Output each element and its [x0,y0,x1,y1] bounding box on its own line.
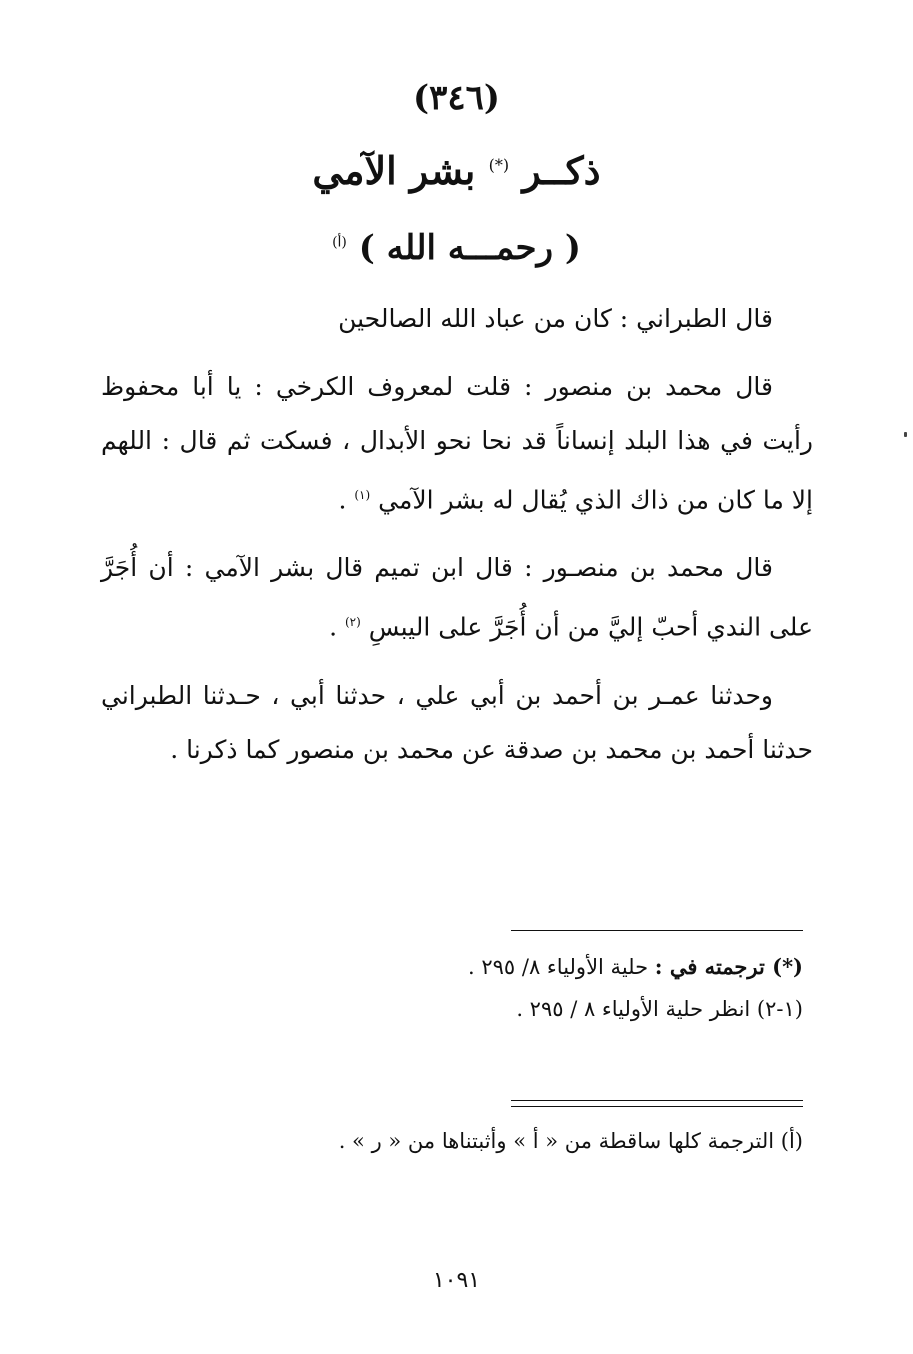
title-prefix: ذكــر [522,148,601,193]
paragraph-tail: . [329,612,345,642]
scan-speck [904,432,907,437]
paragraph-tail: . [338,485,355,515]
manuscript-notes-separator [511,1100,803,1107]
title-name: بشر الآمي [312,148,476,193]
footnote-label: (*) ترجمته في : [654,954,803,979]
footnotes [103,946,803,1030]
footnote-text: (١-٢) انظر حلية الأولياء ٨ / ٢٩٥ . [516,997,803,1021]
footnote [103,946,803,988]
footnote-ref: (١) [354,488,371,502]
page-number: ١٠٩١ [432,1268,481,1293]
paragraph-text: قال الطبراني : كان من عباد الله الصالحين [338,304,773,333]
body-text [101,292,813,791]
footnote-separator [511,930,803,931]
manuscript-note: (أ) الترجمة كلها ساقطة من « أ » وأثبتناها من « ر » . [338,1129,803,1153]
paragraph [101,669,813,777]
paragraph-text: قال محمد بن منصـور : قال ابن تميم قال بشر الآمي : أن أُجَرَّ على الندي أحبّ إليَّ من أن أُجَرَّ على اليبسِ [101,553,813,642]
footnote-text: حلية الأولياء ٨/ ٢٩٥ . [468,955,655,979]
footnote [103,988,803,1030]
title-footnote-marker: (*) [488,155,510,175]
paragraph-text: وحدثنا عمـر بن أحمد بن أبي علي ، حدثنا أبي ، حـدثنا الطبراني حدثنا أحمد بن محمد بن صدقة عن محمد بن منصور كما ذكرنا . [101,680,813,764]
paragraph [101,360,813,527]
entry-subtitle [0,228,913,268]
paragraph [101,541,813,654]
footnote-ref: (٢) [344,615,361,630]
subtitle-text: ( رحمـــه الله ) [358,228,581,268]
entry-title [0,148,913,193]
paragraph-text: قال محمد بن منصور : قلت لمعروف الكرخي : يا أبا محفوظ رأيت في هذا البلد إنساناً قد نحا نحو الأبدال ، فسكت ثم قال : اللهم إلا ما كان من ذاك الذي يُقال له بشر الآمي [101,372,813,515]
paragraph [101,292,813,346]
subtitle-note-marker: (أ) [332,234,347,251]
entry-number: (٣٤٦) [413,78,500,118]
manuscript-notes [103,1120,803,1162]
